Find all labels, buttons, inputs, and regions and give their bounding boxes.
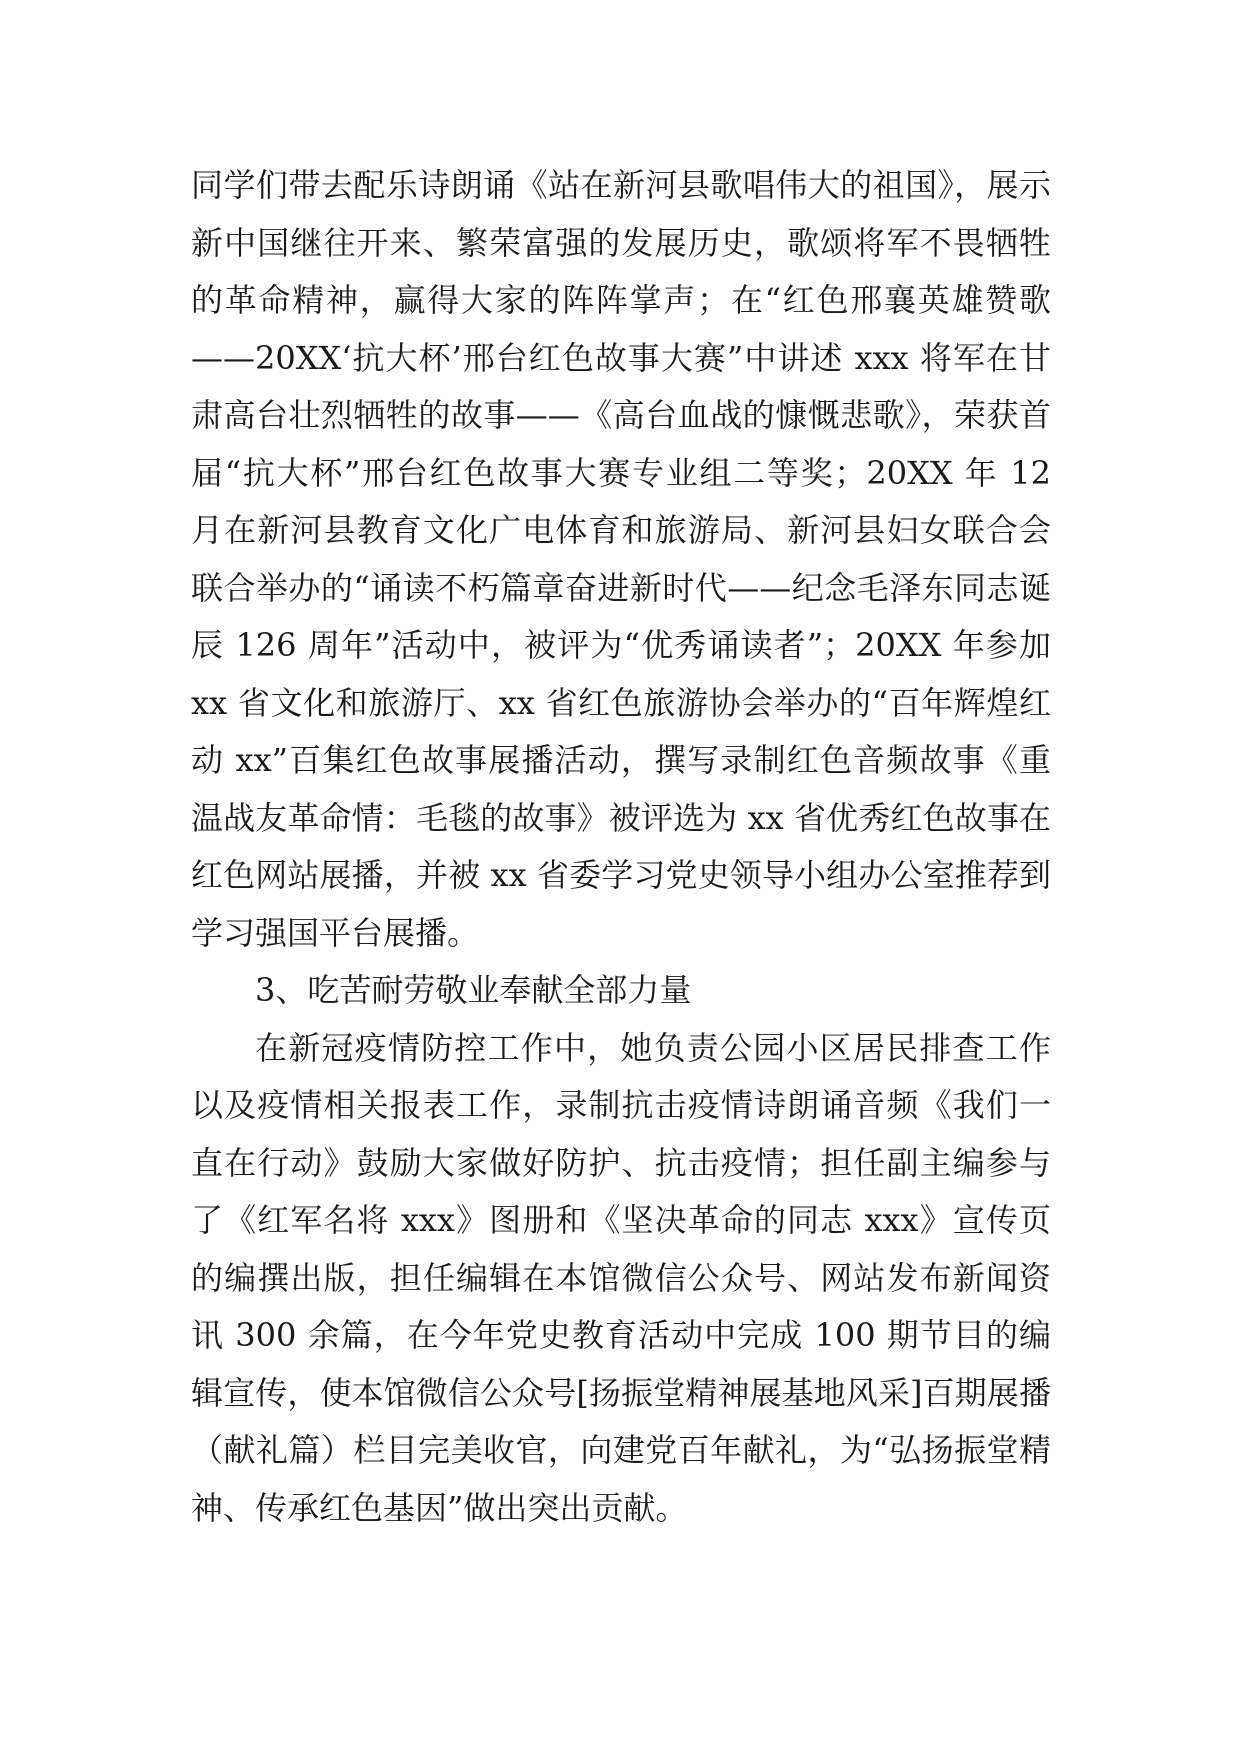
paragraph-achievements: 同学们带去配乐诗朗诵《站在新河县歌唱伟大的祖国》，展示新中国继往开来、繁荣富强的发展历史，歌颂将军不畏牺牲的革命精神，赢得大家的阵阵掌声；在“红色邢襄英雄赞歌——20XX‘抗大杯’邢台红色故事大赛”中讲述 xxx 将军在甘肃高台壮烈牺牲的故事——《高台血战的慷慨悲歌》，荣获首届“抗大杯”邢台红色故事大赛专业组二等奖；20XX 年 12 月在新河县教育文化广电体育和旅游局、新河县妇女联合会联合举办的“诵读不朽篇章奋进新时代——纪念毛泽东同志诞辰 126 周年”活动中，被评为“优秀诵读者”；20XX 年参加 xx 省文化和旅游厅、xx 省红色旅游协会举办的“百年辉煌红动 xx”百集红色故事展播活动，撰写录制红色音频故事《重温战友革命情：毛毯的故事》被评选为 xx 省优秀红色故事在红色网站展播，并被 xx 省委学习党史领导小组办公室推荐到学习强国平台展播。 — [191, 166, 1051, 952]
section-heading: 3、吃苦耐劳敬业奉献全部力量 — [255, 971, 692, 1009]
document-body — [191, 157, 1051, 1537]
paragraph-dedication: 在新冠疫情防控工作中，她负责公园小区居民排查工作以及疫情相关报表工作，录制抗击疫情诗朗诵音频《我们一直在行动》鼓励大家做好防护、抗击疫情；担任副主编参与了《红军名将 xxx》图册和《坚决革命的同志 xxx》宣传页的编撰出版，担任编辑在本馆微信公众号、网站发布新闻资讯 300 余篇，在今年党史教育活动中完成 100 期节目的编辑宣传，使本馆微信公众号[扬振堂精神展基地风采]百期展播（献礼篇）栏目完美收官，向建党百年献礼，为“弘扬振堂精神、传承红色基因”做出突出贡献。 — [191, 1028, 1051, 1527]
